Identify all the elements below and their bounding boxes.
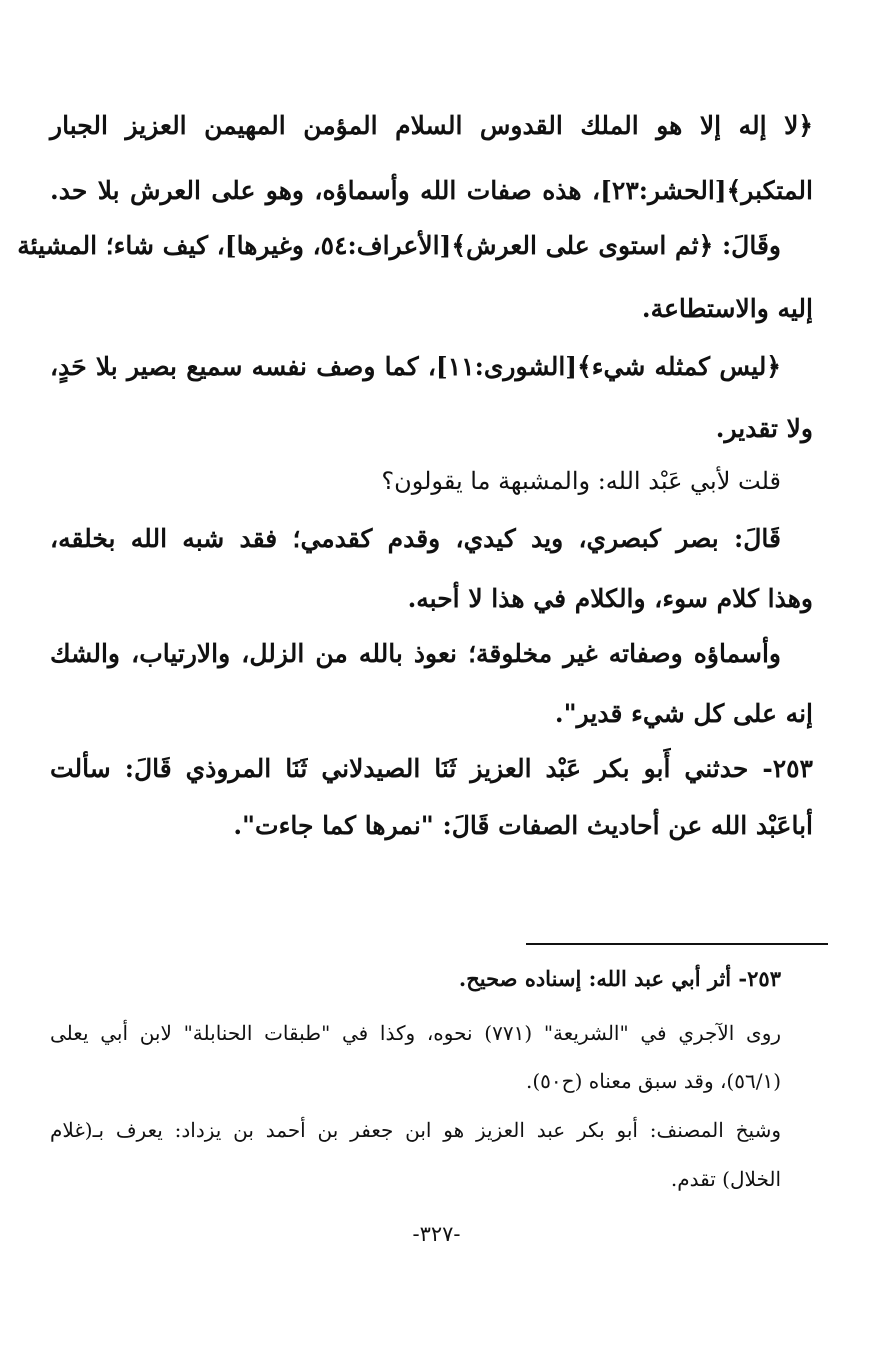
text-line-6: ولا تقدير.	[715, 414, 813, 443]
page-number: -٣٢٧-	[412, 1222, 461, 1246]
text-line-7: قلت لأبي عَبْد الله: والمشبهة ما يقولون؟	[381, 467, 781, 495]
footnote-line-1: ٢٥٣- أثر أبي عبد الله: إسناده صحيح.	[458, 966, 781, 991]
text-line-5: ﴿ليس كمثله شيء﴾[الشورى:١١]، كما وصف نفسه سميع بصير بلا حَدٍ،	[50, 352, 782, 381]
text-line-3: وقَالَ: ﴿ثم استوى على العرش﴾[الأعراف:٥٤، وغيرها]، كيف شاء؛ المشيئة	[17, 231, 781, 260]
text-line-1: ﴿لا إله إلا هو الملك القدوس السلام المؤمن المهيمن العزيز الجبار	[50, 111, 813, 140]
footnote-divider	[526, 943, 828, 945]
text-line-9: وهذا كلام سوء، والكلام في هذا لا أحبه.	[407, 584, 813, 613]
footnote-line-5: الخلال) تقدم.	[670, 1167, 781, 1191]
text-line-11: إنه على كل شيء قدير".	[554, 699, 813, 728]
text-line-12: ٢٥٣- حدثني أَبو بكر عَبْد العزيز ثَنَا الصيدلاني ثَنَا المروذي قَالَ: سألت	[50, 754, 813, 783]
footnote-line-4: وشيخ المصنف: أبو بكر عبد العزيز هو ابن جعفر بن أحمد بن يزداد: يعرف بـ(غلام	[50, 1118, 781, 1142]
text-line-4: إليه والاستطاعة.	[641, 294, 813, 323]
footnote-line-2: روى الآجري في "الشريعة" (٧٧١) نحوه، وكذا في "طبقات الحنابلة" لابن أبي يعلى	[50, 1021, 782, 1045]
footnote-line-3: (٥٦/١)، وقد سبق معناه (ح٥٠).	[526, 1069, 781, 1093]
text-line-8: قَالَ: بصر كبصري، ويد كيدي، وقدم كقدمي؛ فقد شبه الله بخلقه،	[50, 524, 781, 553]
text-line-2: المتكبر﴾[الحشر:٢٣]، هذه صفات الله وأسماؤه، وهو على العرش بلا حد.	[50, 176, 813, 205]
text-line-13: أباعَبْد الله عن أحاديث الصفات قَالَ: "نمرها كما جاءت".	[233, 811, 813, 840]
text-line-10: وأسماؤه وصفاته غير مخلوقة؛ نعوذ بالله من الزلل، والارتياب، والشك	[50, 639, 781, 668]
